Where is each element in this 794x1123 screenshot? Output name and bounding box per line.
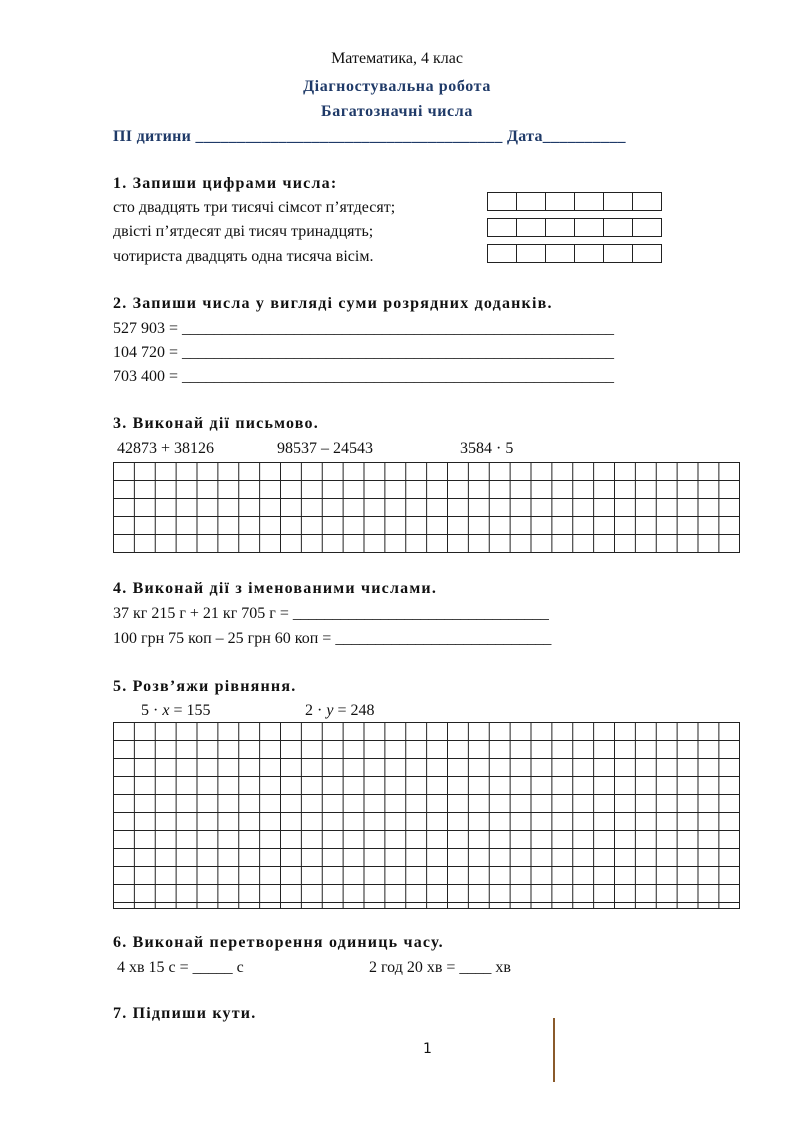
name-date-line (113, 128, 626, 146)
task2-title: 2. Запиши числа у вигляді суми розрядних доданків. (113, 295, 553, 312)
task1-item-1: сто двадцять три тисячі сімсот п’ятдесят; (113, 199, 396, 216)
task3-exercise-1: 42873 + 38126 (117, 440, 215, 457)
name-label: ПІ дитини (113, 128, 192, 145)
digit-boxes-2[interactable] (487, 218, 662, 237)
task6-item-2[interactable]: 2 год 20 хв = ____ хв (369, 959, 511, 976)
task2-item-1[interactable]: 527 903 = ______________________________________________________ (113, 320, 615, 337)
task3-work-grid[interactable] (113, 462, 740, 553)
task2-item-2[interactable]: 104 720 = ______________________________________________________ (113, 344, 615, 361)
task4-item-2[interactable]: 100 грн 75 коп – 25 грн 60 коп = ___________________________ (113, 630, 552, 647)
subject-line: Математика, 4 клас (331, 50, 463, 67)
task4-title: 4. Виконай дії з іменованими числами. (113, 580, 438, 597)
task5-work-grid[interactable] (113, 722, 740, 909)
digit-boxes-1[interactable] (487, 192, 662, 211)
task7-title: 7. Підпиши кути. (113, 1005, 257, 1022)
eq2-coefficient: 2 · (305, 702, 327, 719)
work-title: Діагностувальна робота (303, 78, 491, 95)
task5-title: 5. Розв’яжи рівняння. (113, 678, 297, 695)
task5-equation-2 (305, 702, 374, 720)
task6-title: 6. Виконай перетворення одиниць часу. (113, 934, 444, 951)
task4-item-1[interactable]: 37 кг 215 г + 21 кг 705 г = ________________________________ (113, 605, 549, 622)
task1-title: 1. Запиши цифрами числа: (113, 175, 338, 192)
task6-item-1[interactable]: 4 хв 15 с = _____ с (117, 959, 244, 976)
digit-boxes-3[interactable] (487, 244, 662, 263)
eq2-result: = 248 (333, 702, 375, 719)
task5-equation-1 (141, 702, 210, 720)
eq1-coefficient: 5 · (141, 702, 163, 719)
eq1-result: = 155 (169, 702, 211, 719)
name-field-line[interactable]: _____________________________________ (195, 128, 503, 145)
page-number: 1 (423, 1041, 432, 1057)
task2-item-3[interactable]: 703 400 = ______________________________________________________ (113, 368, 615, 385)
task1-item-3: чотириста двадцять одна тисяча вісім. (113, 248, 374, 265)
task1-item-2: двісті п’ятдесят дві тисяч тринадцять; (113, 223, 374, 240)
task3-exercise-2: 98537 – 24543 (277, 440, 373, 457)
eq1-variable: x (162, 702, 170, 719)
task3-exercise-3: 3584 · 5 (460, 440, 514, 457)
task3-title: 3. Виконай дії письмово. (113, 415, 319, 432)
date-field-line[interactable]: __________ (542, 128, 626, 145)
margin-divider-line (553, 1018, 555, 1082)
date-label: Дата (506, 128, 543, 145)
eq2-variable: у (326, 702, 334, 719)
topic-title: Багатозначні числа (321, 103, 473, 120)
